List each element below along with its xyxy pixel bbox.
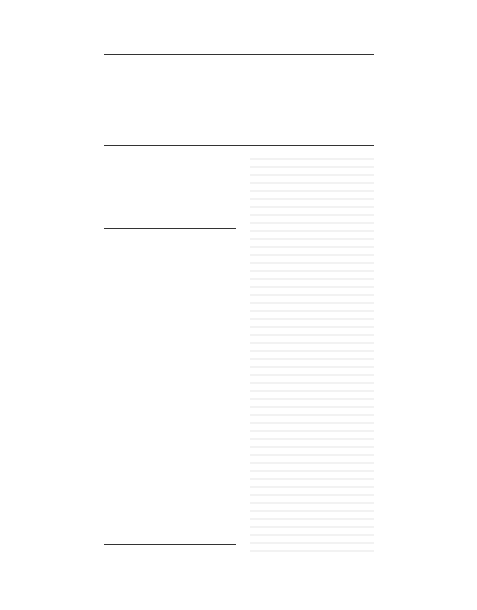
top-table — [104, 54, 374, 146]
left-table — [104, 228, 236, 545]
body-text-column — [250, 158, 374, 553]
